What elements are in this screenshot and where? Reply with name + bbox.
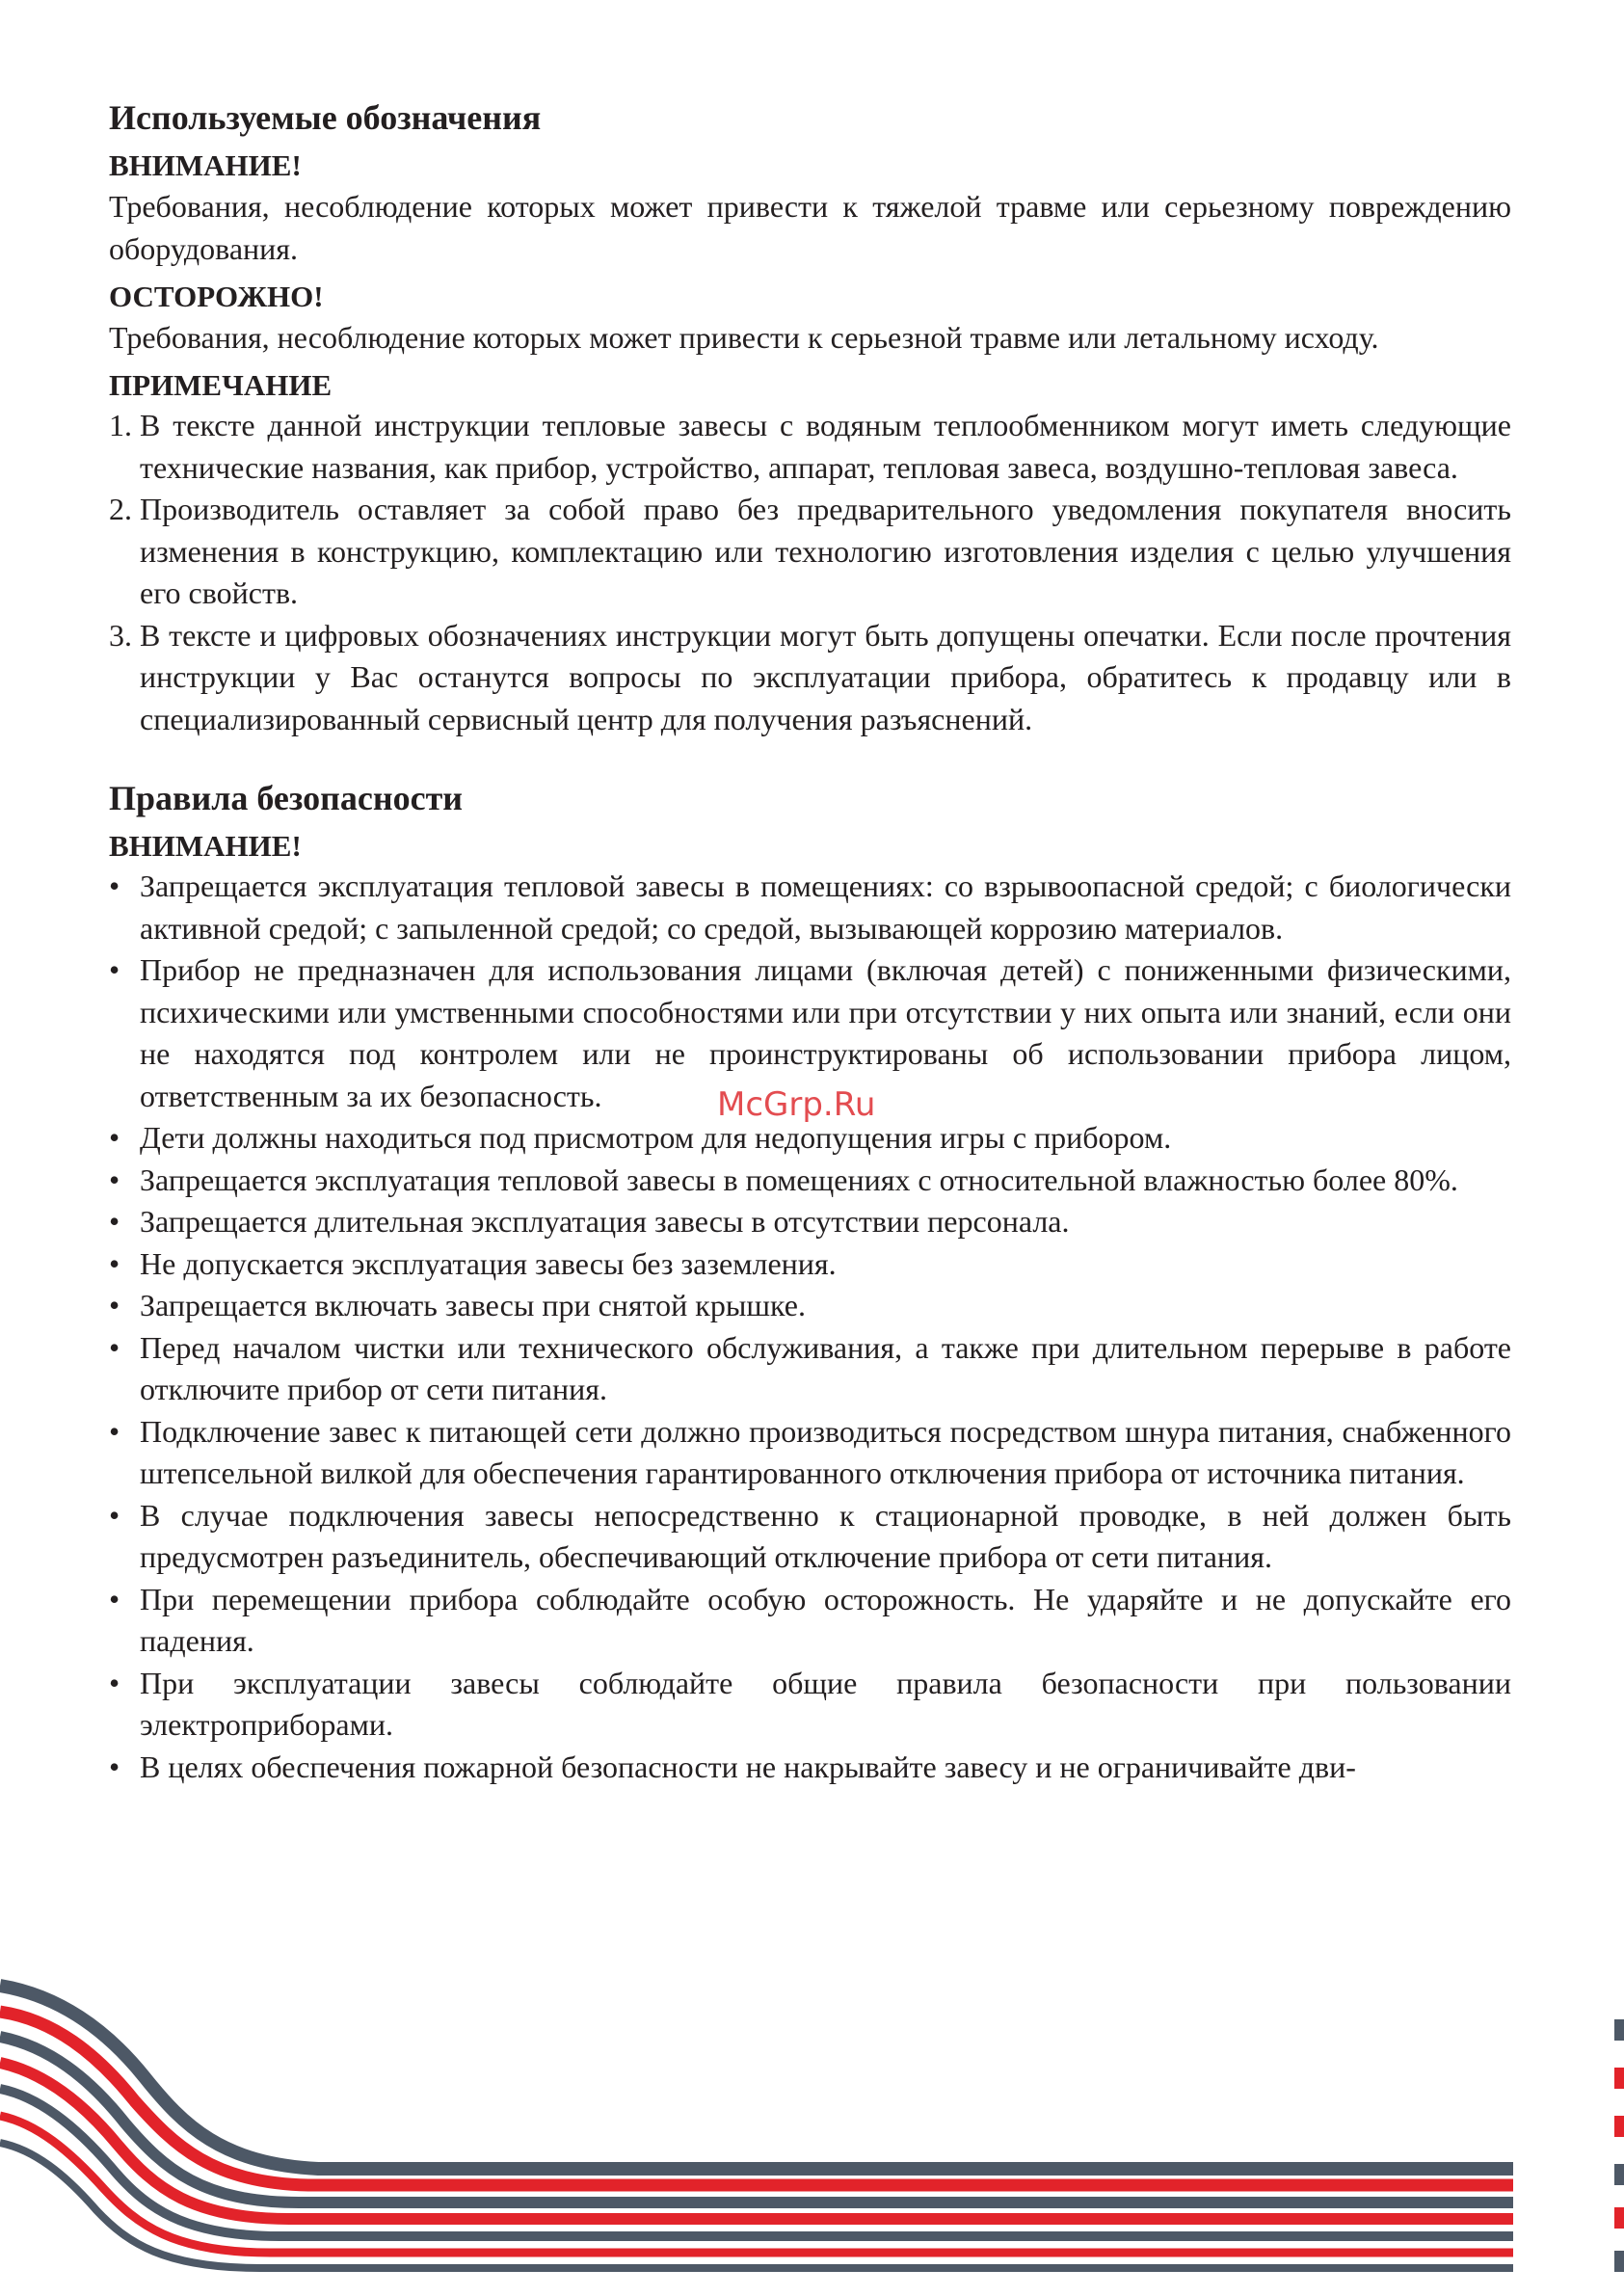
list-item bbox=[109, 1285, 1511, 1327]
list-item-text: Подключение завес к питающей сети должно производиться посредством шнура питания, снабженного штепсельной вилкой для обеспечения гарантированного отключения прибора от источника питания. bbox=[140, 1413, 1511, 1490]
list-item-text: При эксплуатации завесы соблюдайте общие правила безопасности при пользовании электроприборами. bbox=[140, 1665, 1511, 1742]
list-item-text: Запрещается длительная эксплуатация завесы в отсутствии персонала. bbox=[140, 1204, 1070, 1239]
bullet-marker: • bbox=[109, 952, 120, 987]
safety-warning-heading: ВНИМАНИЕ! bbox=[109, 829, 302, 863]
note-number: 3. bbox=[109, 617, 132, 653]
warning-heading: ВНИМАНИЕ! bbox=[109, 148, 302, 182]
edge-mark-red bbox=[1614, 2207, 1624, 2229]
caution-heading: ОСТОРОЖНО! bbox=[109, 280, 324, 313]
note-item bbox=[109, 405, 1511, 489]
warning-text: Требования, несоблюдение которых может привести к тяжелой травме или серьезному повреждению оборудования. bbox=[109, 189, 1511, 266]
bullet-marker: • bbox=[109, 1161, 120, 1197]
list-item bbox=[109, 1201, 1511, 1243]
bullet-marker: • bbox=[109, 1413, 120, 1449]
bullet-marker: • bbox=[109, 868, 120, 903]
note-heading: ПРИМЕЧАНИЕ bbox=[109, 368, 333, 402]
note-text: Производитель оставляет за собой право без предварительного уведомления покупателя вносить изменения в конструкцию, комплектацию или технологию изготовления изделия с целью улучшения его свойств. bbox=[140, 492, 1511, 610]
list-item-text: При перемещении прибора соблюдайте особую осторожность. Не ударяйте и не допускайте его падения. bbox=[140, 1581, 1511, 1658]
watermark: McGrp.Ru bbox=[717, 1085, 876, 1124]
bullet-marker: • bbox=[109, 1329, 120, 1365]
list-item-text: Дети должны находиться под присмотром для недопущения игры с прибором. bbox=[140, 1120, 1172, 1155]
note-text: В тексте данной инструкции тепловые завесы с водяным теплообменником могут иметь следующие технические названия, как прибор, устройство, аппарат, тепловая завеса, воздушно-тепловая завеса. bbox=[140, 408, 1511, 485]
list-item bbox=[109, 1160, 1511, 1202]
bullet-marker: • bbox=[109, 1749, 120, 1784]
safety-rules-list bbox=[109, 866, 1511, 1788]
list-item bbox=[109, 1243, 1511, 1286]
list-item-text: Запрещается эксплуатация тепловой завесы в помещениях с относительной влажностью более 80%. bbox=[140, 1161, 1458, 1197]
list-item-text: Прибор не предназначен для использования лицами (включая детей) с пониженными физическими, психическими или умственными способностями или при отсутствии у них опыта или знаний, если они не находятся под контролем или не проинструктированы об использовании прибора лицом, ответственным за их безопасность. bbox=[140, 952, 1511, 1113]
list-item bbox=[109, 1327, 1511, 1411]
list-item-text: Запрещается включать завесы при снятой крышке. bbox=[140, 1288, 806, 1322]
note-list bbox=[109, 405, 1511, 740]
bullet-marker: • bbox=[109, 1497, 120, 1533]
edge-mark-gray bbox=[1614, 2251, 1624, 2272]
list-item-text: Запрещается эксплуатация тепловой завесы в помещениях: со взрывоопасной средой; с биологически активной средой; с запыленной средой; со средой, вызывающей коррозию материалов. bbox=[140, 868, 1511, 946]
edge-mark-gray bbox=[1614, 2019, 1624, 2041]
edge-mark-red bbox=[1614, 2068, 1624, 2089]
stripe-gray bbox=[0, 1986, 1513, 2169]
list-item-text: Не допускается эксплуатация завесы без заземления. bbox=[140, 1245, 837, 1281]
decorative-stripes bbox=[0, 1971, 1624, 2296]
bullet-marker: • bbox=[109, 1665, 120, 1700]
list-item bbox=[109, 866, 1511, 949]
bullet-marker: • bbox=[109, 1288, 120, 1322]
note-number: 1. bbox=[109, 408, 132, 442]
caution-text: Требования, несоблюдение которых может привести к серьезной травме или летальному исходу. bbox=[109, 320, 1379, 355]
note-item bbox=[109, 489, 1511, 615]
bullet-marker: • bbox=[109, 1204, 120, 1239]
page-content bbox=[109, 96, 1511, 1788]
stripe-red bbox=[0, 2012, 1513, 2185]
list-item-text: В целях обеспечения пожарной безопасности не накрывайте завесу и не ограничивайте дви- bbox=[140, 1749, 1356, 1784]
list-item bbox=[109, 1747, 1511, 1789]
bullet-marker: • bbox=[109, 1120, 120, 1155]
list-item-text: Перед началом чистки или технического обслуживания, а также при длительном перерыве в работе отключите прибор от сети питания. bbox=[140, 1329, 1511, 1406]
note-number: 2. bbox=[109, 492, 132, 526]
bullet-marker: • bbox=[109, 1245, 120, 1281]
edge-mark-red bbox=[1614, 2116, 1624, 2137]
list-item-text: В случае подключения завесы непосредственно к стационарной проводке, в ней должен быть предусмотрен разъединитель, обеспечивающий отключение прибора от сети питания. bbox=[140, 1497, 1511, 1574]
list-item bbox=[109, 1495, 1511, 1579]
note-text: В тексте и цифровых обозначениях инструкции могут быть допущены опечатки. Если после прочтения инструкции у Вас останутся вопросы по эксплуатации прибора, обратитесь к продавцу или в специализированный сервисный центр для получения разъяснений. bbox=[140, 617, 1511, 736]
list-item bbox=[109, 1579, 1511, 1663]
edge-mark-gray bbox=[1614, 2164, 1624, 2185]
section-title-safety: Правила безопасности bbox=[109, 779, 464, 817]
list-item bbox=[109, 1411, 1511, 1495]
section-title-notation: Используемые обозначения bbox=[109, 98, 542, 137]
bullet-marker: • bbox=[109, 1581, 120, 1616]
list-item bbox=[109, 1663, 1511, 1747]
note-item bbox=[109, 615, 1511, 741]
